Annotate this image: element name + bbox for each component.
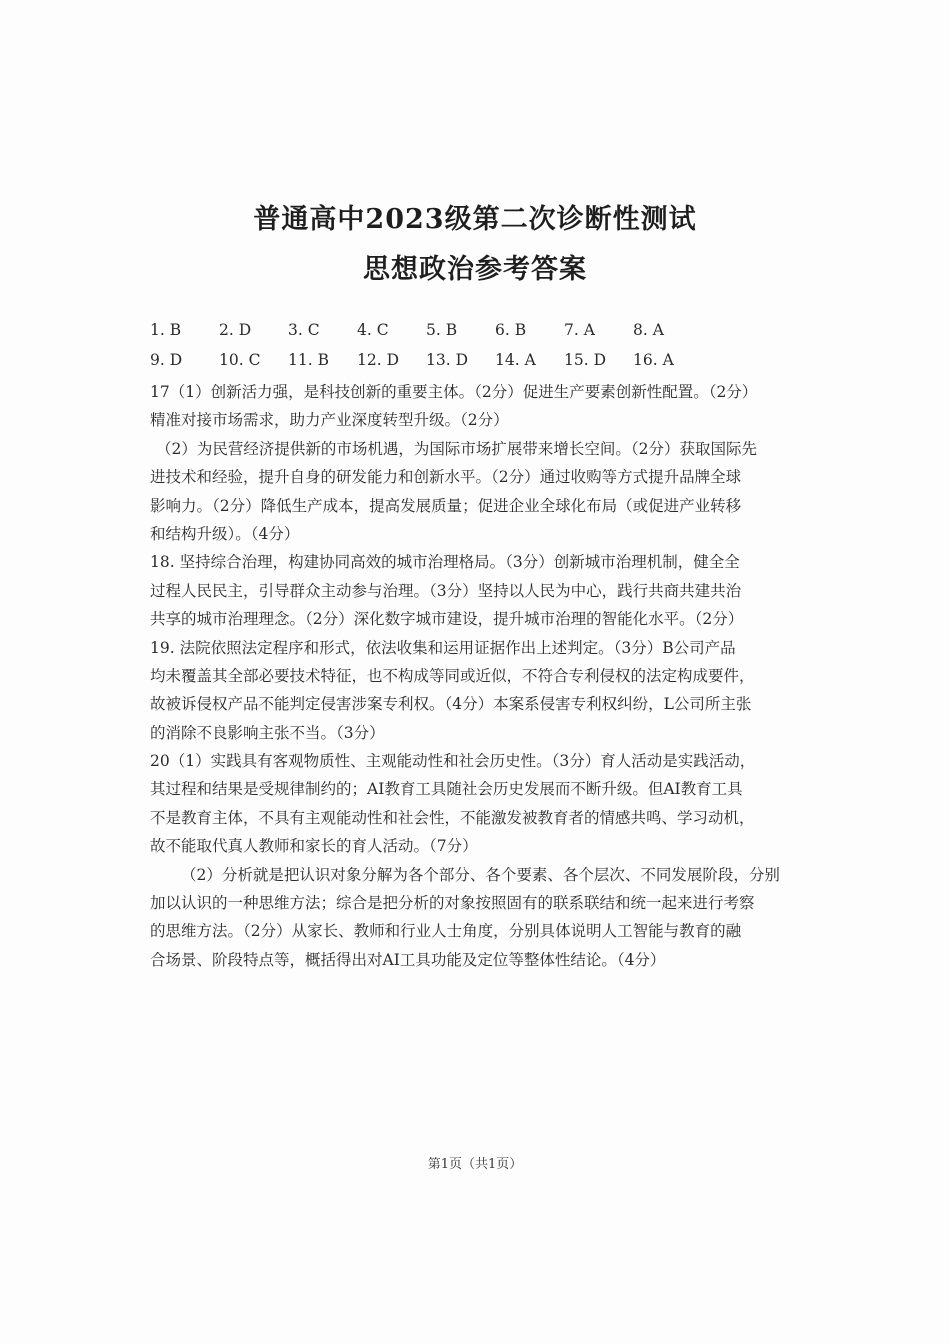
answer-line: 精准对接市场需求，助力产业深度转型升级。（2分）	[150, 411, 509, 430]
answer-line: 的思维方法。（2分）从家长、教师和行业人士角度，分别具体说明人工智能与教育的融	[150, 922, 742, 941]
answer-line: 过程人民民主，引导群众主动参与治理。（3分）坚持以人民为中心，践行共商共建共治	[150, 581, 742, 600]
page-footer: 第1页（共1页）	[427, 1157, 523, 1172]
answer-line: 的消除不良影响主张不当。（3分）	[150, 723, 385, 742]
multiple-choice-row-2	[150, 351, 702, 369]
mc-answer: 2. D	[219, 321, 252, 339]
mc-answer: 15. D	[564, 351, 607, 369]
multiple-choice-row-1	[150, 321, 702, 339]
answer-line-q20: 20（1）实践具有客观物质性、主观能动性和社会历史性。（3分）育人活动是实践活动，	[150, 752, 756, 771]
mc-answer: 9. D	[150, 351, 183, 369]
answer-line-q18: 18. 坚持综合治理，构建协同高效的城市治理格局。（3分）创新城市治理机制，健全全	[150, 553, 740, 572]
document-title: 普通高中2023级第二次诊断性测试	[253, 204, 697, 235]
document-subtitle: 思想政治参考答案	[363, 254, 587, 285]
mc-answer: 14. A	[495, 351, 536, 369]
answer-line: 加以认识的一种思维方法；综合是把分析的对象按照固有的联系联结和统一起来进行考察	[150, 894, 755, 913]
mc-answer: 13. D	[426, 351, 469, 369]
mc-answer: 6. B	[495, 321, 527, 339]
mc-answer: 16. A	[633, 351, 674, 369]
mc-answer: 11. B	[288, 351, 329, 369]
essay-answers	[150, 378, 800, 974]
answer-line-q19: 19. 法院依照法定程序和形式，依法收集和运用证据作出上述判定。（3分）B公司产品	[150, 638, 736, 657]
answer-line: 和结构升级）。（4分）	[150, 524, 300, 543]
answer-line: 其过程和结果是受规律制约的；AI教育工具随社会历史发展而不断升级。但AI教育工具	[150, 780, 743, 799]
answer-line: 均未覆盖其全部必要技术特征，也不构成等同或近似，不符合专利侵权的法定构成要件，	[150, 666, 755, 685]
mc-answer: 4. C	[357, 321, 389, 339]
mc-answer: 3. C	[288, 321, 320, 339]
mc-answer: 12. D	[357, 351, 400, 369]
answer-line: 共享的城市治理理念。（2分）深化数字城市建设，提升城市治理的智能化水平。（2分）	[150, 610, 744, 629]
answer-line: （2）为民营经济提供新的市场机遇，为国际市场扩展带来增长空间。（2分）获取国际先	[156, 439, 757, 458]
answer-line-q17: 17（1）创新活力强，是科技创新的重要主体。（2分）促进生产要素创新性配置。（2分）	[150, 383, 758, 401]
mc-answer: 5. B	[426, 321, 458, 339]
answer-line: 进技术和经验，提升自身的研发能力和创新水平。（2分）通过收购等方式提升品牌全球	[150, 468, 742, 487]
answer-line: （2）分析就是把认识对象分解为各个部分、各个要素、各个层次、不同发展阶段，分别	[181, 865, 780, 884]
mc-answer: 10. C	[219, 351, 261, 369]
mc-answer: 8. A	[633, 321, 664, 339]
answer-line: 合场景、阶段特点等，概括得出对AI工具功能及定位等整体性结论。（4分）	[150, 950, 666, 969]
mc-answer: 1. B	[150, 321, 182, 339]
answer-line: 不是教育主体，不具有主观能动性和社会性，不能激发被教育者的情感共鸣、学习动机，	[150, 808, 755, 827]
answer-line: 故不能取代真人教师和家长的育人活动。（7分）	[150, 837, 478, 856]
answer-line: 故被诉侵权产品不能判定侵害涉案专利权。（4分）本案系侵害专利权纠纷，L公司所主张	[150, 695, 752, 714]
answer-line: 影响力。（2分）降低生产成本，提高发展质量；促进企业全球化布局（或促进产业转移	[150, 496, 742, 515]
mc-answer: 7. A	[564, 321, 595, 339]
